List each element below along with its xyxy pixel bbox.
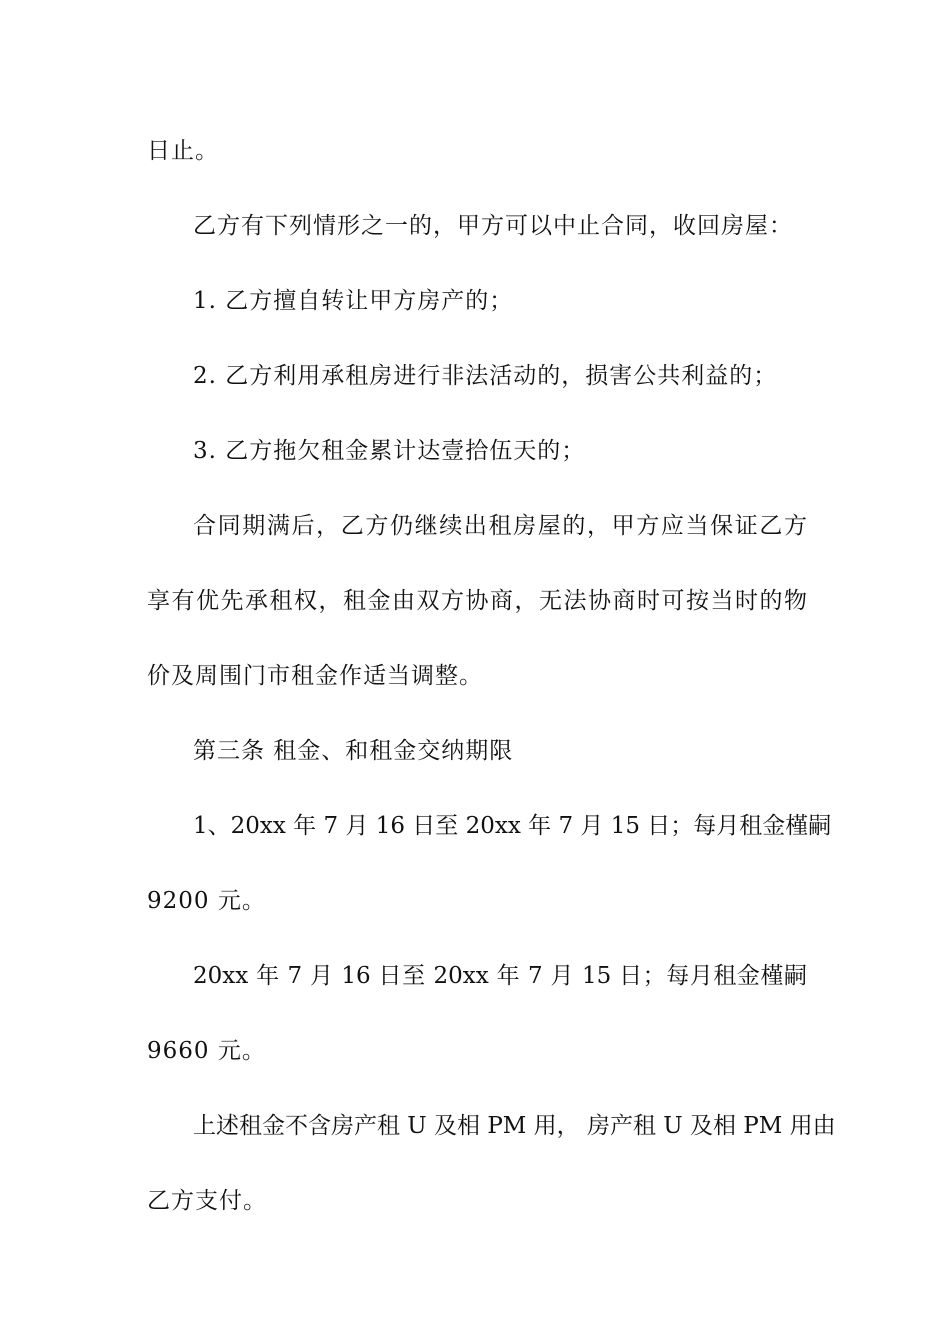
list-item-3: 3. 乙方拖欠租金累计达壹拾伍天的； xyxy=(193,438,586,464)
paragraph-taxes-line-1: 上述租金不含房产租 U 及相 PM 用， 房产租 U 及相 PM 用由 xyxy=(193,1113,836,1139)
paragraph-renewal-line-1: 合同期满后，乙方仍继续出租房屋的，甲方应当保证乙方 xyxy=(193,513,807,539)
section-heading-article-3: 第三条 租金、和租金交纳期限 xyxy=(193,738,514,764)
rent-term-1-line-1: 1、20xx 年 7 月 16 日至 20xx 年 7 月 15 日；每月租金槿嗣 xyxy=(193,813,832,839)
paragraph-renewal-line-3: 价及周围门市租金作适当调整。 xyxy=(147,663,483,689)
list-item-2: 2. 乙方利用承租房进行非法活动的，损害公共利益的； xyxy=(193,363,778,389)
paragraph-taxes-line-2: 乙方支付。 xyxy=(147,1188,267,1214)
rent-term-2-line-1: 20xx 年 7 月 16 日至 20xx 年 7 月 15 日；每月租金槿嗣 xyxy=(193,963,807,989)
text-line-continuation: 日止。 xyxy=(147,138,219,164)
list-item-1: 1. 乙方擅自转让甲方房产的； xyxy=(193,288,514,314)
text-line-termination-conditions: 乙方有下列情形之一的，甲方可以中止合同，收回房屋： xyxy=(193,213,793,239)
rent-term-2-line-2: 9660 元。 xyxy=(147,1038,266,1064)
rent-term-1-line-2: 9200 元。 xyxy=(147,888,266,914)
paragraph-renewal-line-2: 享有优先承租权，租金由双方协商，无法协商时可按当时的物 xyxy=(147,588,807,614)
